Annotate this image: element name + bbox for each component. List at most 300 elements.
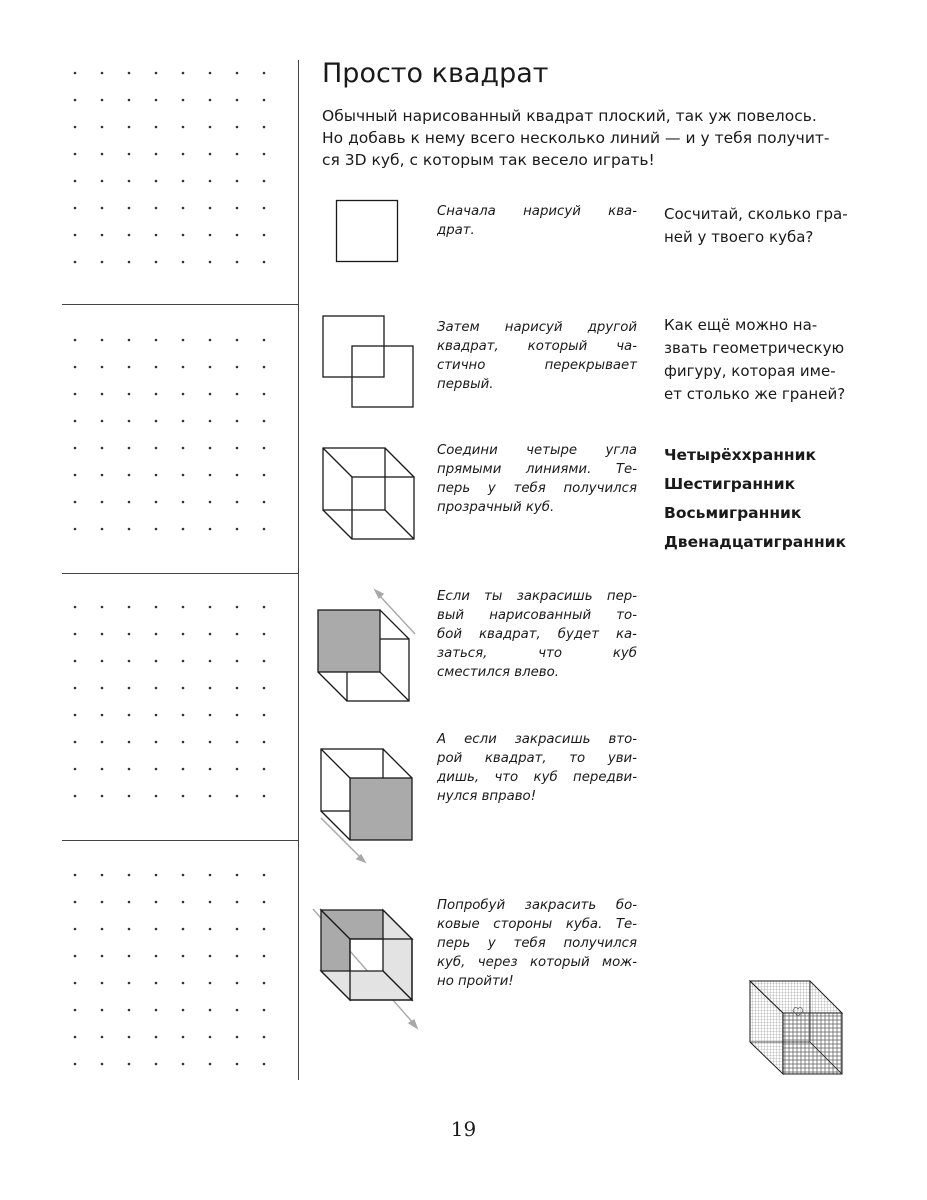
grid-dot <box>236 393 239 396</box>
grid-dot <box>128 606 131 609</box>
square-drawing <box>336 200 398 262</box>
grid-dot <box>128 955 131 958</box>
step-line: Затем нарисуй другой <box>437 320 637 335</box>
grid-dot <box>74 928 77 931</box>
grid-dot <box>263 501 266 504</box>
grid-dot <box>128 207 131 210</box>
step-line: стично перекрывает <box>437 358 637 373</box>
grid-dot <box>182 153 185 156</box>
grid-dot <box>236 153 239 156</box>
step-line: но пройти! <box>437 974 514 989</box>
grid-dot <box>155 420 158 423</box>
answer-option: Восьмигранник <box>664 504 802 522</box>
grid-dot <box>155 768 158 771</box>
grid-dot <box>236 420 239 423</box>
grid-dot <box>209 72 212 75</box>
page-title: Просто квадрат <box>322 58 549 89</box>
grid-dot <box>236 901 239 904</box>
grid-dot <box>101 126 104 129</box>
grid-dot <box>155 501 158 504</box>
grid-dot <box>182 660 185 663</box>
grid-dot <box>263 261 266 264</box>
grid-dot <box>209 126 212 129</box>
tunnel-cube-drawing <box>310 906 422 1032</box>
grid-dot <box>236 741 239 744</box>
grid-dot <box>263 72 266 75</box>
grid-dot <box>263 180 266 183</box>
grid-dot <box>263 474 266 477</box>
step-line: драт. <box>437 223 475 238</box>
grid-dot <box>155 1009 158 1012</box>
transparent-cube-drawing <box>322 447 416 541</box>
step-text <box>437 441 637 517</box>
grid-dot <box>155 955 158 958</box>
step-line: перь у тебя получился <box>437 936 637 951</box>
grid-dot <box>155 741 158 744</box>
grid-dot <box>236 1036 239 1039</box>
grid-dot <box>101 687 104 690</box>
grid-dot <box>236 501 239 504</box>
grid-dot <box>236 714 239 717</box>
step-line: куб, через который мож- <box>437 955 637 970</box>
grid-dot <box>155 261 158 264</box>
grid-dot <box>155 528 158 531</box>
grid-dot <box>101 474 104 477</box>
grid-dot <box>101 180 104 183</box>
step-line: сместился влево. <box>437 665 559 680</box>
grid-dot <box>74 234 77 237</box>
grid-dot <box>74 420 77 423</box>
grid-dot <box>263 366 266 369</box>
grid-dot <box>101 660 104 663</box>
grid-dot <box>128 795 131 798</box>
grid-dot <box>128 982 131 985</box>
grid-dot <box>263 660 266 663</box>
grid-dot <box>101 153 104 156</box>
grid-dot <box>263 1036 266 1039</box>
grid-dot <box>182 447 185 450</box>
grid-dot <box>236 633 239 636</box>
grid-dot <box>74 501 77 504</box>
grid-dot <box>209 928 212 931</box>
grid-dot <box>209 660 212 663</box>
grid-dot <box>182 72 185 75</box>
grid-dot <box>128 687 131 690</box>
grid-dot <box>101 768 104 771</box>
grid-dot <box>155 687 158 690</box>
grid-dot <box>155 606 158 609</box>
grid-dot <box>182 633 185 636</box>
grid-dot <box>209 99 212 102</box>
grid-dot <box>74 474 77 477</box>
grid-dot <box>101 1036 104 1039</box>
grid-dot <box>182 687 185 690</box>
step-line: Соедини четыре угла <box>437 443 637 458</box>
grid-dot <box>263 1009 266 1012</box>
grid-dot <box>182 768 185 771</box>
grid-dot <box>101 447 104 450</box>
step-line: прозрачный куб. <box>437 500 555 515</box>
step-line: дишь, что куб передви- <box>437 770 637 785</box>
grid-dot <box>182 261 185 264</box>
grid-dot <box>209 955 212 958</box>
grid-dot <box>209 982 212 985</box>
grid-dot <box>101 606 104 609</box>
answer-options <box>664 441 846 557</box>
grid-dot <box>263 687 266 690</box>
grid-dot <box>74 207 77 210</box>
step-line: Если ты закрасишь пер- <box>437 589 637 604</box>
grid-dot <box>101 795 104 798</box>
answer-option: Двенадцатигранник <box>664 533 847 551</box>
grid-dot <box>128 180 131 183</box>
grid-dot <box>209 501 212 504</box>
grid-dot <box>74 126 77 129</box>
grid-dot <box>101 72 104 75</box>
grid-dot <box>74 768 77 771</box>
grid-dot <box>101 928 104 931</box>
grid-dot <box>236 126 239 129</box>
vertical-divider <box>298 60 299 1080</box>
grid-dot <box>263 606 266 609</box>
grid-dot <box>182 126 185 129</box>
grid-dot <box>236 180 239 183</box>
grid-dot <box>101 420 104 423</box>
grid-dot <box>263 795 266 798</box>
intro-line: Обычный нарисованный квадрат плоский, так уж повелось. <box>322 107 817 125</box>
grid-dot <box>128 1036 131 1039</box>
grid-dot <box>155 447 158 450</box>
grid-dot <box>128 72 131 75</box>
grid-dot <box>128 474 131 477</box>
step-text <box>437 202 637 240</box>
grid-dot <box>236 982 239 985</box>
dot-grid <box>0 0 300 1100</box>
grid-dot <box>128 99 131 102</box>
grid-dot <box>209 153 212 156</box>
grid-dot <box>182 99 185 102</box>
grid-dot <box>155 126 158 129</box>
step-text <box>437 587 637 682</box>
grid-dot <box>74 955 77 958</box>
grid-dot <box>236 768 239 771</box>
grid-dot <box>182 1009 185 1012</box>
grid-dot <box>74 982 77 985</box>
step-line: вый нарисованный то- <box>437 608 637 623</box>
grid-dot <box>74 528 77 531</box>
grid-dot <box>155 393 158 396</box>
grid-dot <box>74 901 77 904</box>
grid-dot <box>263 741 266 744</box>
overlapping-squares-drawing <box>322 315 414 409</box>
grid-dot <box>128 874 131 877</box>
grid-dot <box>236 795 239 798</box>
grid-dot <box>128 741 131 744</box>
grid-dot <box>101 234 104 237</box>
grid-dot <box>155 72 158 75</box>
step-line: Сначала нарисуй ква- <box>437 204 637 219</box>
grid-dot <box>236 1063 239 1066</box>
grid-dot <box>101 1063 104 1066</box>
grid-dot <box>74 874 77 877</box>
grid-dot <box>263 714 266 717</box>
grid-dot <box>128 420 131 423</box>
step-line: заться, что куб <box>437 646 637 661</box>
grid-dot <box>182 474 185 477</box>
intro-line: ся 3D куб, с которым так весело играть! <box>322 151 655 169</box>
grid-dot <box>74 1063 77 1066</box>
section-divider <box>62 304 298 305</box>
grid-dot <box>209 1009 212 1012</box>
grid-dot <box>128 447 131 450</box>
grid-dot <box>263 339 266 342</box>
grid-dot <box>155 795 158 798</box>
answer-option: Шестигранник <box>664 475 796 493</box>
grid-dot <box>128 153 131 156</box>
grid-dot <box>74 180 77 183</box>
grid-dot <box>155 874 158 877</box>
grid-dot <box>209 714 212 717</box>
grid-dot <box>182 1063 185 1066</box>
grid-dot <box>263 901 266 904</box>
grid-dot <box>263 447 266 450</box>
grid-dot <box>74 687 77 690</box>
grid-dot <box>263 126 266 129</box>
grid-dot <box>209 1036 212 1039</box>
grid-dot <box>155 180 158 183</box>
grid-dot <box>101 99 104 102</box>
grid-dot <box>101 741 104 744</box>
grid-dot <box>209 1063 212 1066</box>
grid-dot <box>182 955 185 958</box>
grid-dot <box>182 1036 185 1039</box>
grid-dot <box>209 474 212 477</box>
grid-dot <box>155 234 158 237</box>
question-line: ней у твоего куба? <box>664 228 814 246</box>
grid-dot <box>236 234 239 237</box>
step-line: квадрат, который ча- <box>437 339 637 354</box>
step-text <box>437 318 637 394</box>
grid-dot <box>263 928 266 931</box>
grid-dot <box>263 1063 266 1066</box>
question-line: звать геометрическую <box>664 339 845 357</box>
grid-dot <box>209 874 212 877</box>
grid-dot <box>209 606 212 609</box>
grid-dot <box>263 99 266 102</box>
grid-dot <box>182 528 185 531</box>
grid-dot <box>101 528 104 531</box>
grid-dot <box>209 901 212 904</box>
grid-dot <box>128 528 131 531</box>
grid-dot <box>236 99 239 102</box>
grid-dot <box>74 99 77 102</box>
grid-dot <box>101 1009 104 1012</box>
grid-dot <box>236 955 239 958</box>
grid-dot <box>182 501 185 504</box>
grid-dot <box>182 928 185 931</box>
grid-dot <box>236 72 239 75</box>
grid-dot <box>209 447 212 450</box>
step-line: перь у тебя получился <box>437 481 637 496</box>
grid-dot <box>182 901 185 904</box>
grid-dot <box>155 1036 158 1039</box>
grid-dot <box>155 901 158 904</box>
grid-dot <box>182 180 185 183</box>
grid-dot <box>74 741 77 744</box>
grid-dot <box>128 501 131 504</box>
question-count-faces <box>664 203 864 249</box>
grid-dot <box>128 261 131 264</box>
grid-dot <box>182 234 185 237</box>
grid-dot <box>74 660 77 663</box>
section-divider <box>62 840 298 841</box>
grid-dot <box>128 1063 131 1066</box>
step-text <box>437 730 637 806</box>
grid-dot <box>236 928 239 931</box>
grid-dot <box>128 126 131 129</box>
step-text <box>437 896 637 991</box>
intro-paragraph <box>322 105 862 171</box>
grid-dot <box>155 633 158 636</box>
grid-dot <box>155 153 158 156</box>
grid-dot <box>182 420 185 423</box>
step-line: А если закрасишь вто- <box>437 732 637 747</box>
grid-dot <box>263 528 266 531</box>
grid-dot <box>209 795 212 798</box>
grid-dot <box>182 606 185 609</box>
grid-dot <box>101 982 104 985</box>
step-line: прямыми линиями. Те- <box>437 462 637 477</box>
grid-dot <box>101 901 104 904</box>
grid-dot <box>101 633 104 636</box>
grid-dot <box>128 366 131 369</box>
intro-line: Но добавь к нему всего несколько линий — и у тебя получит- <box>322 129 830 147</box>
grid-dot <box>74 393 77 396</box>
grid-dot <box>155 99 158 102</box>
grid-dot <box>209 180 212 183</box>
grid-dot <box>74 633 77 636</box>
grid-dot <box>74 261 77 264</box>
grid-dot <box>128 901 131 904</box>
grid-dot <box>263 982 266 985</box>
grid-dot <box>101 207 104 210</box>
section-divider <box>62 573 298 574</box>
grid-dot <box>182 982 185 985</box>
textured-cube-drawing <box>749 980 845 1076</box>
grid-dot <box>209 393 212 396</box>
grid-dot <box>128 768 131 771</box>
cube-shifted-left-drawing <box>313 587 419 705</box>
grid-dot <box>155 714 158 717</box>
grid-dot <box>236 474 239 477</box>
grid-dot <box>155 660 158 663</box>
grid-dot <box>155 339 158 342</box>
grid-dot <box>128 928 131 931</box>
grid-dot <box>182 366 185 369</box>
grid-dot <box>182 874 185 877</box>
grid-dot <box>128 714 131 717</box>
grid-dot <box>236 874 239 877</box>
grid-dot <box>101 714 104 717</box>
grid-dot <box>74 1009 77 1012</box>
grid-dot <box>101 393 104 396</box>
grid-dot <box>236 207 239 210</box>
grid-dot <box>209 768 212 771</box>
grid-dot <box>209 207 212 210</box>
grid-dot <box>101 339 104 342</box>
grid-dot <box>74 795 77 798</box>
grid-dot <box>101 261 104 264</box>
grid-dot <box>182 393 185 396</box>
grid-dot <box>101 955 104 958</box>
grid-dot <box>74 1036 77 1039</box>
grid-dot <box>182 714 185 717</box>
grid-dot <box>263 207 266 210</box>
answer-option: Четырёххранник <box>664 446 816 464</box>
step-line: рой квадрат, то уви- <box>437 751 637 766</box>
grid-dot <box>263 955 266 958</box>
grid-dot <box>209 741 212 744</box>
grid-dot <box>209 420 212 423</box>
grid-dot <box>236 261 239 264</box>
grid-dot <box>263 153 266 156</box>
grid-dot <box>236 447 239 450</box>
step-line: нулся вправо! <box>437 789 537 804</box>
question-line: ет столько же граней? <box>664 385 846 403</box>
grid-dot <box>128 660 131 663</box>
grid-dot <box>74 366 77 369</box>
grid-dot <box>209 528 212 531</box>
grid-dot <box>236 687 239 690</box>
question-line: фигуру, которая име- <box>664 362 836 380</box>
grid-dot <box>236 528 239 531</box>
question-line: Сосчитай, сколько гра- <box>664 205 848 223</box>
grid-dot <box>128 633 131 636</box>
step-line: бой квадрат, будет ка- <box>437 627 637 642</box>
grid-dot <box>209 261 212 264</box>
grid-dot <box>74 606 77 609</box>
grid-dot <box>101 366 104 369</box>
grid-dot <box>209 366 212 369</box>
grid-dot <box>263 420 266 423</box>
grid-dot <box>182 795 185 798</box>
grid-dot <box>74 72 77 75</box>
grid-dot <box>155 474 158 477</box>
grid-dot <box>182 741 185 744</box>
step-line: Попробуй закрасить бо- <box>437 898 637 913</box>
grid-dot <box>74 714 77 717</box>
grid-dot <box>155 207 158 210</box>
grid-dot <box>209 687 212 690</box>
grid-dot <box>263 234 266 237</box>
grid-dot <box>128 393 131 396</box>
grid-dot <box>101 501 104 504</box>
grid-dot <box>263 874 266 877</box>
grid-dot <box>155 928 158 931</box>
grid-dot <box>236 1009 239 1012</box>
step-line: ковые стороны куба. Те- <box>437 917 637 932</box>
grid-dot <box>182 207 185 210</box>
grid-dot <box>74 447 77 450</box>
question-figure-name <box>664 314 864 406</box>
grid-dot <box>236 606 239 609</box>
grid-dot <box>182 339 185 342</box>
grid-dot <box>209 234 212 237</box>
grid-dot <box>155 366 158 369</box>
page-number: 19 <box>450 1117 477 1141</box>
grid-dot <box>101 874 104 877</box>
grid-dot <box>236 339 239 342</box>
